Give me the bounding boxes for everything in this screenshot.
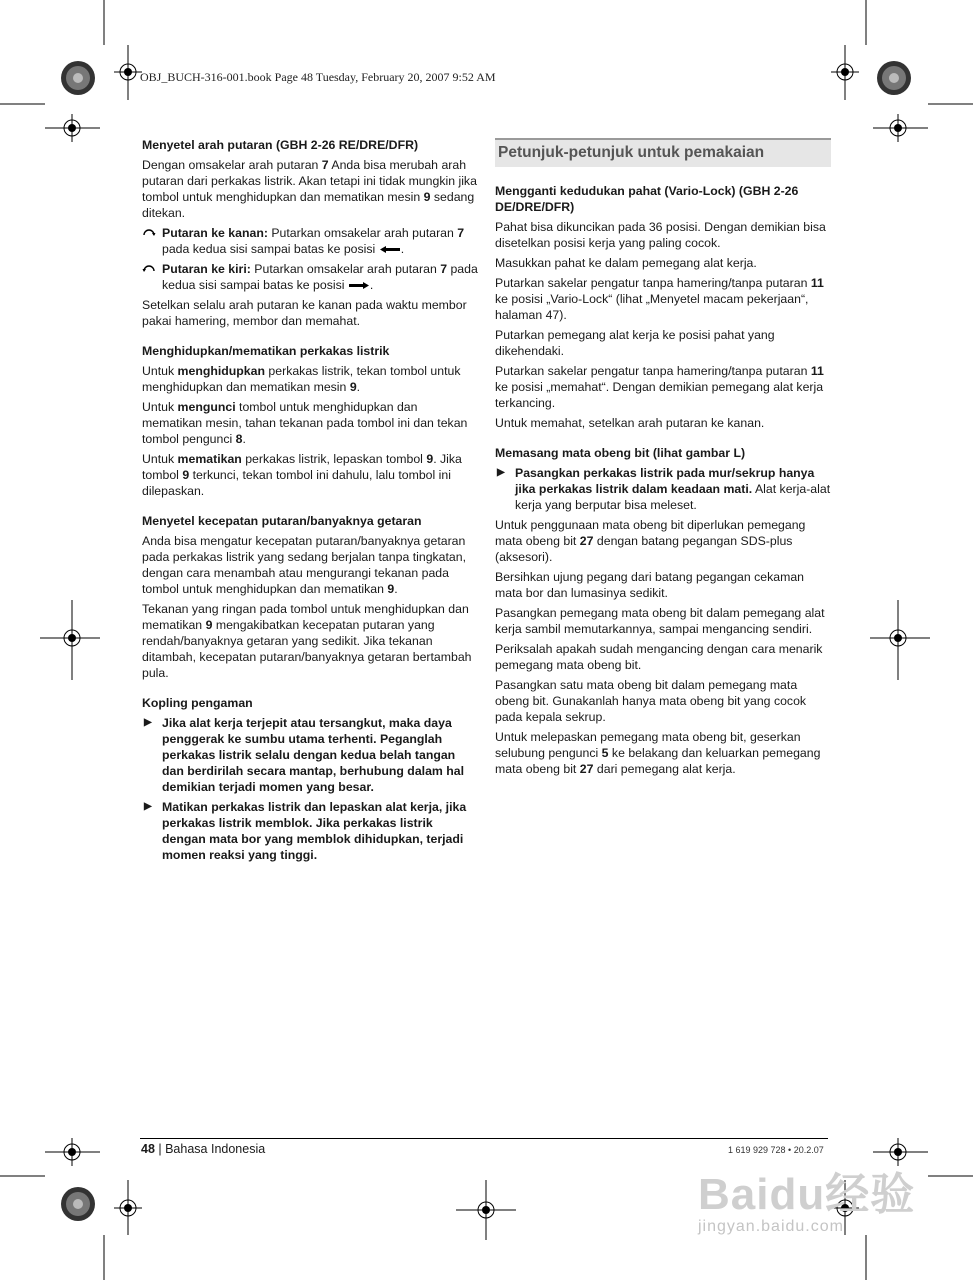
paragraph: Untuk mematikan perkakas listrik, lepaskan tombol 9. Jika tombol 9 terkunci, tekan tombol ini dahulu, lalu tombol ini dilepaskan. xyxy=(142,452,462,498)
rotate-left-icon xyxy=(142,262,156,274)
arrow-right-icon xyxy=(348,281,370,290)
paragraph: Untuk mengunci tombol untuk menghidupkan dan mematikan mesin, tahan tekanan pada tombol ini dan tekan tombol pengunci 8. xyxy=(142,400,468,446)
page-number: 48 xyxy=(141,1142,155,1156)
paragraph: Putarkan sakelar pengatur tanpa hamering/tanpa putaran 11 ke posisi „Vario-Lock“ (lihat „Menyetel macam pekerjaan“, halaman 47). xyxy=(495,276,824,322)
footer-rule xyxy=(140,1138,828,1139)
paragraph: Pasangkan pemegang mata obeng bit dalam pemegang alat kerja sambil memutarkannya, sampai mengancing sendiri. xyxy=(495,606,825,636)
bullet-triangle-icon: ▶ xyxy=(144,717,152,728)
warning-bullet: ▶ Pasangkan perkakas listrik pada mur/sekrup hanya jika perkakas listrik dalam keadaan mati. Alat kerja-alat kerja yang berputar bisa meleset. xyxy=(497,466,831,512)
bullet-triangle-icon: ▶ xyxy=(144,801,152,812)
watermark-brand: Baidu经验 xyxy=(698,1170,916,1219)
section-title: Petunjuk-petunjuk untuk pemakaian xyxy=(495,138,831,167)
running-head: OBJ_BUCH-316-001.book Page 48 Tuesday, February 20, 2007 9:52 AM xyxy=(140,70,496,84)
rotate-right-icon xyxy=(142,226,156,238)
rotation-left-item: Putaran ke kiri: Putarkan omsakelar arah putaran 7 pada kedua sisi sampai batas ke posisi . xyxy=(142,261,478,293)
paragraph: Periksalah apakah sudah mengancing dengan cara menarik pemegang mata obeng bit. xyxy=(495,642,823,672)
paragraph: Bersihkan ujung pegang dari batang pegangan cekaman mata bor dan lumasinya sedikit. xyxy=(495,570,805,600)
paragraph: Untuk menghidupkan perkakas listrik, tekan tombol untuk menghidupkan dan mematikan mesin 9. xyxy=(142,364,461,394)
paragraph: Pahat bisa dikuncikan pada 36 posisi. Dengan demikian bisa disetelkan posisi kerja yang paling cocok. xyxy=(495,220,826,250)
footer-page-label: 48 | Bahasa Indonesia xyxy=(141,1142,266,1156)
rotation-right-item: Putaran ke kanan: Putarkan omsakelar arah putaran 7 pada kedua sisi sampai batas ke posisi . xyxy=(142,225,478,257)
paragraph: Pasangkan satu mata obeng bit dalam pemegang mata obeng bit. Gunakanlah hanya mata obeng bit yang cocok pada kepala sekrup. xyxy=(495,678,807,724)
heading-rotation-direction: Menyetel arah putaran (GBH 2-26 RE/DRE/DFR) xyxy=(142,138,419,152)
paragraph: Tekanan yang ringan pada tombol untuk menghidupkan dan mematikan 9 mengakibatkan kecepatan putaran yang rendah/banyaknya getaran yang sedikit. Jika tekanan ditambah, kecepatan putaran/banyaknya getaran bertambah pula. xyxy=(142,602,472,680)
paragraph: Untuk penggunaan mata obeng bit diperlukan pemegang mata obeng bit 27 dengan batang pegangan SDS-plus (aksesori). xyxy=(495,518,806,564)
paragraph: Anda bisa mengatur kecepatan putaran/banyaknya getaran pada perkakas listrik yang sedang berjalan tanpa tingkatan, dengan cara menambah atau mengurangi tekanan pada tombol untuk menghidupkan dan mematikan 9. xyxy=(142,534,467,596)
heading-safety-clutch: Kopling pengaman xyxy=(142,696,253,710)
watermark-url: jingyan.baidu.com xyxy=(698,1218,844,1235)
paragraph: Untuk memahat, setelkan arah putaran ke kanan. xyxy=(495,416,765,430)
heading-vario-lock: Mengganti kedudukan pahat (Vario-Lock) (GBH 2-26 DE/DRE/DFR) xyxy=(495,184,799,214)
heading-speed: Menyetel kecepatan putaran/banyaknya getaran xyxy=(142,514,422,528)
warning-bullet: ▶ Matikan perkakas listrik dan lepaskan alat kerja, jika perkakas listrik memblok. Jika perkakas listrik dengan mata bor yang memblok dihidupkan, terjadi momen reaksi yang tinggi. xyxy=(144,800,467,862)
paragraph: Masukkan pahat ke dalam pemegang alat kerja. xyxy=(495,256,757,270)
paragraph: Dengan omsakelar arah putaran 7 Anda bisa merubah arah putaran dari perkakas listrik. Akan tetapi ini tidak mungkin jika tombol untuk menghidupkan dan mematikan mesin 9 sedang ditekan. xyxy=(142,158,477,220)
bullet-triangle-icon: ▶ xyxy=(497,467,505,478)
arrow-left-icon xyxy=(379,245,401,254)
paragraph: Untuk melepaskan pemegang mata obeng bit, geserkan selubung pengunci 5 ke belakang dan keluarkan pemegang mata obeng bit 27 dari pemegang alat kerja. xyxy=(495,730,821,776)
paragraph: Setelkan selalu arah putaran ke kanan pada waktu membor pakai hamering, membor dan memahat. xyxy=(142,298,467,328)
warning-bullet: ▶ Jika alat kerja terjepit atau tersangkut, maka daya penggerak ke sumbu utama terhenti. Peganglah perkakas listrik selalu dengan kedua belah tangan dan berdirilah secara mantap, berhubung dalam hal demikian terjadi momen yang besar. xyxy=(144,716,465,794)
left-column xyxy=(142,137,478,867)
heading-screwdriver-bit: Memasang mata obeng bit (lihat gambar L) xyxy=(495,446,746,460)
right-column xyxy=(495,138,831,781)
heading-on-off: Menghidupkan/mematikan perkakas listrik xyxy=(142,344,390,358)
doc-code: 1 619 929 728 • 20.2.07 xyxy=(728,1145,824,1155)
paragraph: Putarkan sakelar pengatur tanpa hamering/tanpa putaran 11 ke posisi „memahat“. Dengan demikian pemegang alat kerja terkancing. xyxy=(495,364,824,410)
watermark xyxy=(698,1158,938,1236)
paragraph: Putarkan pemegang alat kerja ke posisi pahat yang dikehendaki. xyxy=(495,328,775,358)
